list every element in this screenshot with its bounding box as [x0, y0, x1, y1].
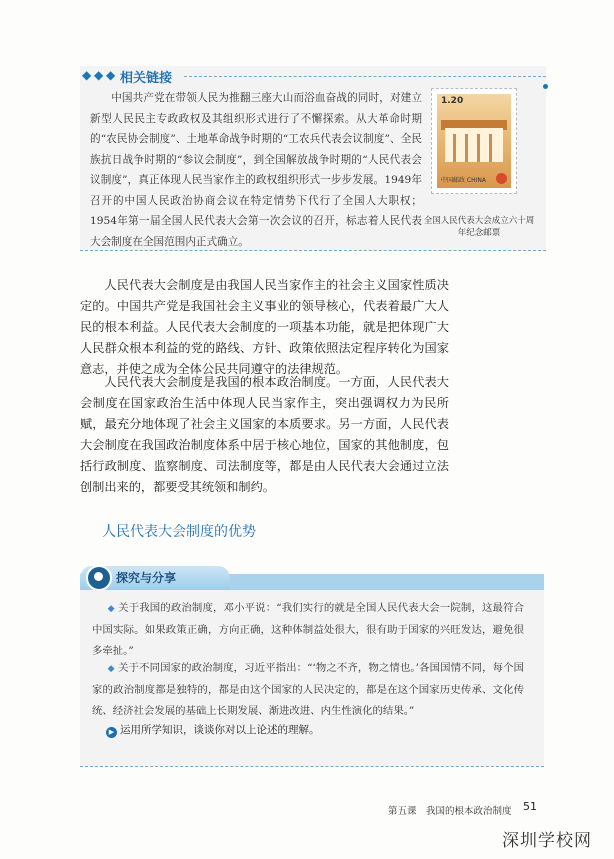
explore-title: 探究与分享 [116, 571, 177, 585]
icon-dot [94, 572, 103, 581]
stamp-caption: 全国人民代表大会成立六十周年纪念邮票 [423, 216, 535, 238]
commemorative-stamp-image [431, 88, 517, 194]
diamond-icon: ◆ [106, 68, 116, 82]
dot-icon [543, 84, 548, 89]
footer-lesson-title: 第五课 我国的根本政治制度 [388, 806, 512, 817]
stamp-value: 1.20 [441, 96, 464, 106]
watermark: 深圳学校网 [502, 831, 592, 851]
page-number: 51 [523, 800, 537, 813]
stamp-artwork [437, 94, 511, 188]
column [477, 134, 480, 162]
related-link-title: 相关链接 [120, 71, 173, 86]
quote-text: 关于我国的政治制度，邓小平说：“我们实行的就是全国人民代表大会一院制，这最符合中国实际。如果政策正确，方向正确，这种体制益处很大，很有助于国家的兴旺发达，避免很多牵扯。” [92, 602, 525, 657]
column [489, 134, 492, 162]
column [465, 134, 468, 162]
quote-text: 关于不同国家的政治制度，习近平指出：“‘物之不齐，物之情也。’各国国情不同，每个国家的政治制度都是独特的，都是由这个国家的人民决定的，都是在这个国家历史传承、文化传统、经济社会发展的基础上长期发展、渐进改进、内生性演化的结果。” [92, 662, 525, 717]
stamp-country-label: 中国邮政 CHINA [441, 177, 486, 184]
column [453, 134, 456, 162]
body-paragraph-2: 人民代表大会制度是我国的根本政治制度。一方面，人民代表大会制度在国家政治生活中体现人民当家作主，突出强调权力为民所赋，最充分地体现了社会主义国家的本质要求。另一方面，人民代表大会制度在我国政治制度体系中居于核心地位，国家的其他制度，包括行政制度、监察制度、司法制度等，都是由人民代表大会通过立法创制出来的，都要受其统领和制约。 [80, 375, 449, 494]
header-divider [184, 76, 546, 77]
diamond-icon: ◆ [94, 68, 104, 82]
explore-icon [86, 565, 112, 591]
play-arrow-icon: ▶ [106, 727, 117, 738]
explore-box [80, 590, 544, 767]
body-paragraph-1: 人民代表大会制度是由我国人民当家作主的社会主义国家性质决定的。中国共产党是我国社会主义事业的领导核心，代表着最广大人民的根本利益。人民代表大会制度的一项基本功能，就是把体现广大人民群众根本利益的党的路线、方针、政策依照法定程序转化为国家意志，并使之成为全体公民共同遵守的法律规范。 [80, 278, 449, 376]
related-link-header [80, 66, 546, 86]
bullet-diamond-icon: ◆ [107, 604, 115, 614]
bullet-diamond-icon: ◆ [107, 664, 115, 674]
quote-xi [92, 658, 524, 722]
related-link-text: 中国共产党在带领人民为推翻三座大山而浴血奋战的同时，对建立新型人民民主专政政权及其组织形式进行了不懈探索。从大革命时期的“农民协会制度”、土地革命战争时期的“工农兵代表会议制度”、全民族抗日战争时期的“参议会制度”，到全国解放战争时期的“人民代表会议制度”，真正体现人民当家作主的政权组织形式一步步发展。1949年召开的中国人民政治协商会议在特定情势下代行了全国人大职权；1954年第一届全国人民代表大会第一次会议的召开，标志着人民代表大会制度在全国范围内正式确立。 [90, 92, 422, 248]
task-text: 运用所学知识，谈谈你对以上论述的理解。 [120, 724, 320, 736]
task-prompt [106, 722, 320, 738]
diamond-icon: ◆ [82, 68, 92, 82]
section-heading: 人民代表大会制度的优势 [102, 524, 256, 540]
quote-deng [92, 598, 524, 662]
anniversary-logo-icon [496, 173, 507, 184]
